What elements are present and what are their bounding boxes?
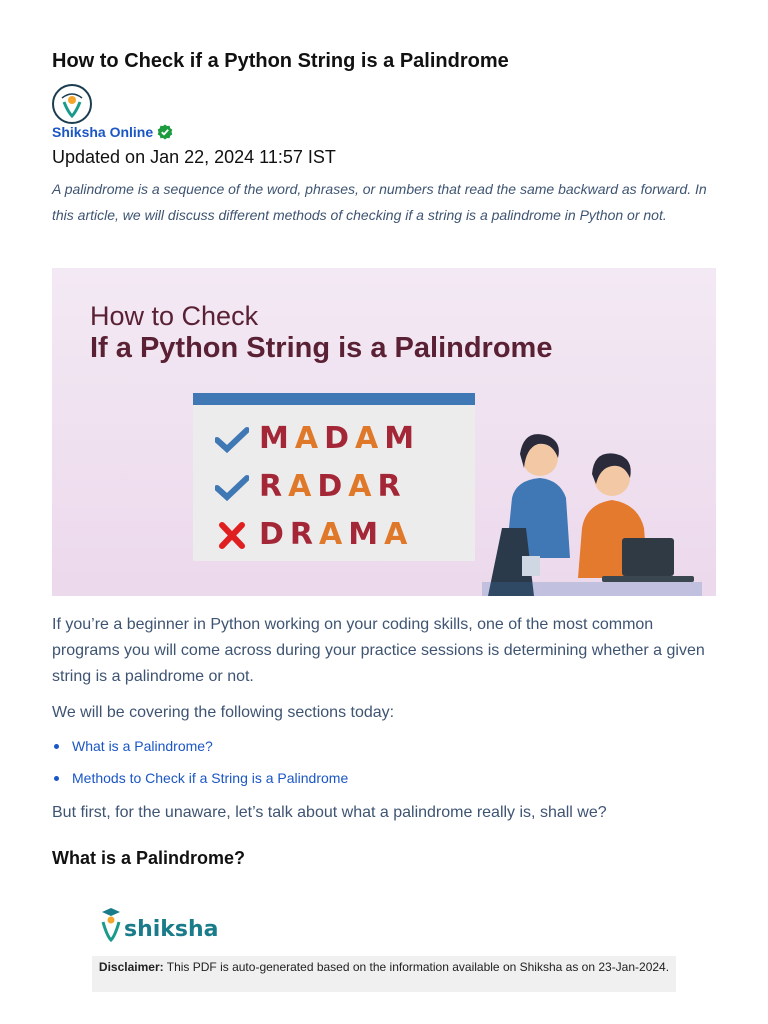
toc-link-what-is-palindrome[interactable]: What is a Palindrome? xyxy=(52,736,348,756)
hero-banner xyxy=(52,268,716,596)
intro-paragraph: If you’re a beginner in Python working on your coding skills, one of the most common programs you will come across during your practice sessions is determining whether a given string is a palindrome or not. xyxy=(52,616,705,685)
word-row xyxy=(215,469,407,504)
section-heading: What is a Palindrome? xyxy=(52,848,246,868)
sections-lead: We will be covering the following sections today: xyxy=(52,704,395,721)
word-madam: MADAM xyxy=(259,421,421,456)
banner-line-1: How to Check xyxy=(90,301,259,331)
article-title: How to Check if a Python String is a Palindrome xyxy=(52,50,509,72)
verified-badge-icon xyxy=(157,124,173,140)
updated-timestamp: Updated on Jan 22, 2024 11:57 IST xyxy=(52,147,336,167)
table-of-contents xyxy=(52,736,348,800)
people-at-laptop-illustration xyxy=(482,428,702,596)
check-icon xyxy=(215,424,249,454)
shiksha-logo-icon xyxy=(54,86,90,122)
disclaimer-box xyxy=(92,956,676,992)
word-radar: RADAR xyxy=(259,469,407,504)
author-link[interactable] xyxy=(52,124,173,140)
shiksha-mark-icon xyxy=(100,906,122,942)
word-row xyxy=(215,517,413,552)
brand-wordmark: shiksha xyxy=(124,917,219,942)
word-row xyxy=(215,421,420,456)
word-drama: DRAMA xyxy=(259,517,414,552)
disclaimer-label: Disclaimer: xyxy=(98,960,164,974)
author-avatar[interactable] xyxy=(52,84,92,124)
author-name[interactable]: Shiksha Online xyxy=(52,124,154,140)
palindrome-card xyxy=(193,393,475,561)
shiksha-brand-logo xyxy=(100,906,219,942)
article-summary: A palindrome is a sequence of the word, phrases, or numbers that read the same backward as forward. In this article, we will discuss different methods of checking if a string is a palindrome in Python or not. xyxy=(52,181,707,223)
disclaimer-text: This PDF is auto-generated based on the information available on Shiksha as on 23-Jan-2024. xyxy=(166,960,670,974)
toc-link-methods[interactable]: Methods to Check if a String is a Palindrome xyxy=(52,768,348,788)
transition-paragraph: But first, for the unaware, let’s talk about what a palindrome really is, shall we? xyxy=(52,804,607,821)
check-icon xyxy=(215,472,249,502)
cross-icon xyxy=(215,520,249,550)
banner-line-2: If a Python String is a Palindrome xyxy=(90,332,553,364)
